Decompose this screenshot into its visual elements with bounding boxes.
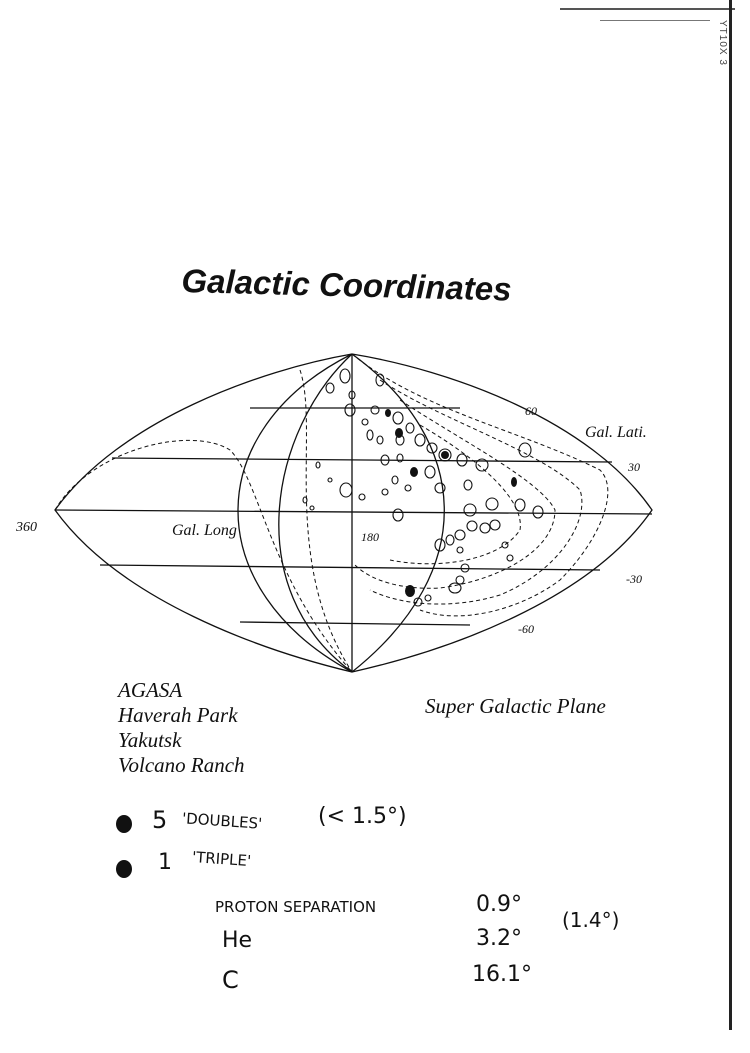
lat-line-m60: [240, 622, 470, 625]
scan-artifact-top-2: [600, 20, 710, 21]
dataset-haverah-park: Haverah Park: [118, 703, 238, 727]
separation-row-he-particle: He: [222, 928, 253, 953]
super-galactic-plane-label: Super Galactic Plane: [425, 694, 606, 718]
meridian-left-1: [238, 354, 352, 672]
doubles-count: 5: [152, 806, 168, 834]
gal-long-label: Gal. Long: [172, 522, 237, 539]
sg-curve-5: [355, 400, 555, 588]
sg-curve-1: [55, 440, 352, 672]
doubles-condition: (< 1.5°): [318, 804, 407, 829]
bullet-dot-doubles: [116, 815, 132, 833]
triple-count: 1: [158, 850, 172, 875]
triple-label: 'TRIPLE': [191, 847, 252, 871]
lat-tick-m30: -30: [626, 572, 642, 586]
lat-line-m30: [100, 565, 600, 570]
long-tick-180: 180: [361, 530, 379, 544]
separation-row-c-value: 16.1°: [472, 962, 532, 987]
separation-row-proton-particle: PROTON SEPARATION: [215, 898, 377, 916]
page-title: Galactic Coordinates: [181, 262, 512, 308]
separation-row-proton-value: 0.9°: [476, 892, 522, 917]
long-tick-360: 360: [16, 520, 37, 535]
sg-curve-6: [390, 425, 520, 564]
dataset-yakutsk: Yakutsk: [118, 728, 182, 752]
sg-curve-3: [352, 354, 608, 616]
separation-row-he-value: 3.2°: [476, 926, 522, 951]
lat-tick-30: 30: [628, 460, 640, 474]
lat-tick-m60: -60: [518, 622, 534, 636]
galactic-sky-map: [0, 340, 750, 680]
separation-row-proton-extra: (1.4°): [562, 908, 620, 932]
doubles-label: 'DOUBLES': [181, 809, 263, 833]
separation-row-c-particle: C: [222, 966, 239, 994]
margin-code: YT10X 3: [717, 20, 728, 66]
dataset-volcano-ranch: Volcano Ranch: [118, 753, 245, 777]
bullet-dot-triple: [116, 860, 132, 878]
dataset-agasa: AGASA: [118, 678, 183, 702]
scan-artifact-top: [560, 8, 735, 10]
lat-line-0: [55, 510, 652, 514]
dataset-list: [118, 678, 245, 778]
gal-lati-label: Gal. Lati.: [585, 424, 647, 441]
lat-tick-60: 60: [525, 404, 537, 418]
